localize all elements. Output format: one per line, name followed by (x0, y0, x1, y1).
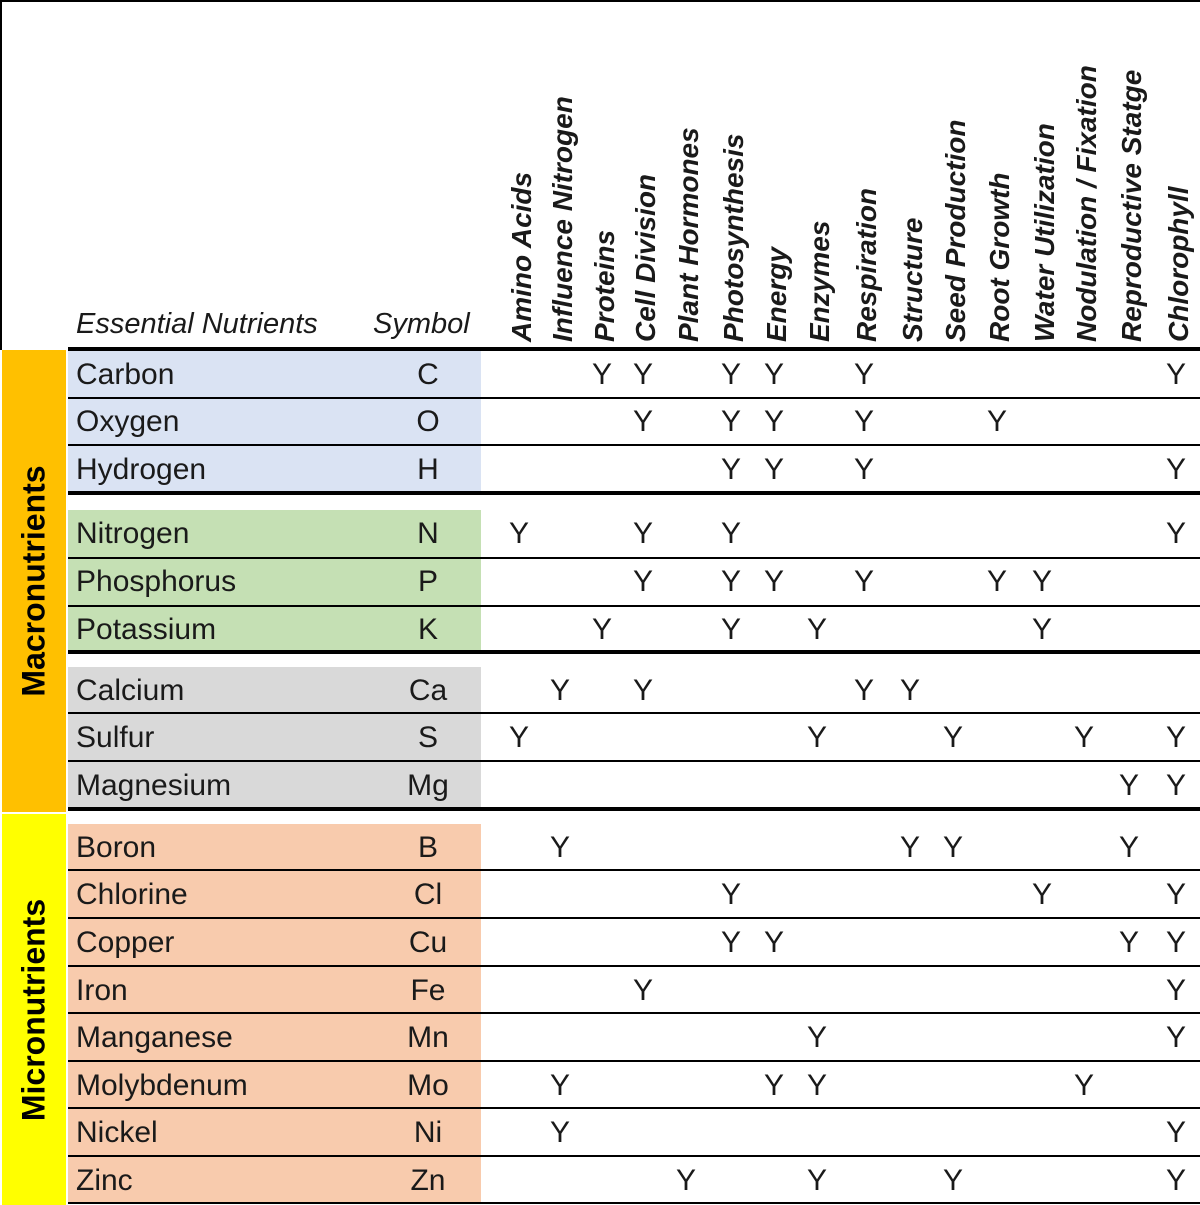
nutrient-cell (68, 1157, 481, 1204)
nutrient-symbol: Fe (410, 973, 446, 1007)
group-divider (68, 650, 1200, 654)
function-mark: Y (763, 404, 785, 438)
nutrient-cell (68, 510, 481, 557)
function-header-col (496, 16, 542, 346)
row-divider (68, 917, 1200, 919)
function-mark: Y (720, 516, 742, 550)
function-header-col (1061, 16, 1107, 346)
function-header-col (1153, 16, 1199, 346)
row-divider (68, 869, 1200, 871)
nutrient-name: Sulfur (76, 720, 155, 754)
function-mark: Y (1165, 516, 1187, 550)
function-mark: Y (1118, 768, 1140, 802)
function-mark: Y (853, 452, 875, 486)
function-mark: Y (591, 612, 613, 646)
table-row (68, 714, 1200, 761)
function-mark: Y (1165, 1163, 1187, 1197)
nutrient-cell (68, 1109, 481, 1156)
table-row (68, 1062, 1200, 1109)
function-mark: Y (942, 720, 964, 754)
nutrient-symbol: B (417, 830, 438, 864)
function-header: Energy (761, 247, 792, 342)
nutrient-symbol: Zn (410, 1163, 446, 1197)
nutrient-symbol: Mg (407, 768, 449, 802)
macronutrients-label: Macronutrients (15, 465, 52, 697)
nutrient-symbol: N (417, 516, 439, 550)
function-header: Proteins (589, 229, 620, 342)
table-row (68, 824, 1200, 871)
function-mark: Y (1031, 612, 1053, 646)
top-border (0, 0, 1200, 2)
row-divider (68, 1060, 1200, 1062)
function-mark: Y (899, 830, 921, 864)
nutrient-name: Potassium (76, 612, 217, 646)
function-mark: Y (1165, 1020, 1187, 1054)
row-divider (68, 760, 1200, 762)
function-mark: Y (549, 673, 571, 707)
function-mark: Y (806, 1020, 828, 1054)
function-mark: Y (853, 357, 875, 391)
function-mark: Y (675, 1163, 697, 1197)
nutrient-name: Copper (76, 925, 175, 959)
table-row (68, 510, 1200, 557)
function-mark: Y (853, 564, 875, 598)
left-border (0, 0, 2, 350)
function-header: Influence Nitrogen (547, 96, 578, 342)
nutrient-name: Phosphorus (76, 564, 237, 598)
nutrient-symbol: C (417, 357, 439, 391)
function-mark: Y (899, 673, 921, 707)
nutrient-name: Manganese (76, 1020, 233, 1054)
nutrient-cell (68, 871, 481, 918)
function-header: Respiration (851, 187, 882, 342)
function-mark: Y (1165, 768, 1187, 802)
table-row (68, 871, 1200, 918)
function-header-col (537, 16, 583, 346)
essential-nutrients-header: Essential Nutrients (76, 308, 318, 340)
nutrient-cell (68, 558, 481, 605)
nutrient-name: Molybdenum (76, 1068, 248, 1102)
function-mark: Y (1073, 720, 1095, 754)
function-mark: Y (853, 404, 875, 438)
group-divider (68, 491, 1200, 495)
row-divider (68, 712, 1200, 714)
function-mark: Y (1073, 1068, 1095, 1102)
nutrient-cell (68, 606, 481, 653)
function-header: Cell Division (630, 173, 661, 342)
nutrient-name: Chlorine (76, 877, 188, 911)
nutrient-symbol: K (417, 612, 438, 646)
nutrient-symbol: Mn (407, 1020, 449, 1054)
function-header-col (620, 16, 666, 346)
function-mark: Y (763, 1068, 785, 1102)
micronutrients-band (2, 814, 66, 1205)
function-header-col (1019, 16, 1065, 346)
row-divider (68, 1202, 1200, 1204)
function-mark: Y (549, 830, 571, 864)
function-header: Enzymes (804, 220, 835, 342)
function-mark: Y (942, 1163, 964, 1197)
function-mark: Y (1165, 720, 1187, 754)
nutrient-symbol: Ni (413, 1115, 443, 1149)
function-mark: Y (806, 1068, 828, 1102)
nutrient-name: Magnesium (76, 768, 232, 802)
table-row (68, 919, 1200, 966)
function-mark: Y (632, 564, 654, 598)
function-mark: Y (1165, 357, 1187, 391)
function-mark: Y (1118, 925, 1140, 959)
function-mark: Y (853, 673, 875, 707)
function-mark: Y (1031, 564, 1053, 598)
nutrient-name: Calcium (76, 673, 185, 707)
function-mark: Y (632, 404, 654, 438)
table-row (68, 351, 1200, 398)
table-row (68, 1014, 1200, 1061)
function-mark: Y (720, 452, 742, 486)
nutrient-cell (68, 667, 481, 714)
table-row (68, 398, 1200, 445)
function-mark: Y (1118, 830, 1140, 864)
function-mark: Y (942, 830, 964, 864)
table-row (68, 1157, 1200, 1204)
function-header-col (708, 16, 754, 346)
nutrient-cell (68, 824, 481, 871)
function-header: Root Growth (984, 172, 1015, 342)
function-mark: Y (549, 1115, 571, 1149)
function-header-col (887, 16, 933, 346)
function-header: Structure (897, 217, 928, 342)
function-mark: Y (1031, 877, 1053, 911)
row-divider (68, 1012, 1200, 1014)
function-mark: Y (763, 452, 785, 486)
function-mark: Y (806, 1163, 828, 1197)
function-header: Plant Hormones (673, 127, 704, 342)
function-header: Seed Production (940, 119, 971, 342)
nutrient-name: Nitrogen (76, 516, 190, 550)
row-divider (68, 965, 1200, 967)
nutrient-name: Nickel (76, 1115, 158, 1149)
function-header: Photosynthesis (718, 133, 749, 342)
function-mark: Y (591, 357, 613, 391)
nutrient-symbol: Cl (413, 877, 443, 911)
nutrient-name: Boron (76, 830, 157, 864)
row-divider (68, 1107, 1200, 1109)
function-mark: Y (632, 973, 654, 1007)
function-mark: Y (720, 404, 742, 438)
function-mark: Y (1165, 1115, 1187, 1149)
table-row (68, 606, 1200, 653)
nutrient-cell (68, 398, 481, 445)
function-mark: Y (632, 357, 654, 391)
table-row (68, 558, 1200, 605)
nutrient-cell (68, 351, 481, 398)
function-mark: Y (720, 877, 742, 911)
group-divider (68, 347, 1200, 351)
function-header-col (579, 16, 625, 346)
micronutrients-label: Micronutrients (15, 898, 52, 1121)
function-header: Chlorophyll (1163, 186, 1194, 342)
nutrient-cell (68, 967, 481, 1014)
nutrient-symbol: O (416, 404, 440, 438)
function-mark: Y (763, 357, 785, 391)
function-header: Water Utilization (1029, 123, 1060, 342)
function-mark: Y (632, 673, 654, 707)
group-divider (68, 807, 1200, 811)
row-divider (68, 1155, 1200, 1157)
function-mark: Y (720, 357, 742, 391)
nutrient-symbol: Ca (408, 673, 448, 707)
nutrient-cell (68, 446, 481, 493)
nutrient-cell (68, 919, 481, 966)
nutrient-cell (68, 1062, 481, 1109)
function-mark: Y (1165, 925, 1187, 959)
function-mark: Y (1165, 452, 1187, 486)
function-header: Amino Acids (506, 171, 537, 342)
table-row (68, 446, 1200, 493)
function-mark: Y (1165, 973, 1187, 1007)
function-mark: Y (806, 720, 828, 754)
table-row (68, 762, 1200, 809)
function-header-col (930, 16, 976, 346)
row-divider (68, 397, 1200, 399)
nutrient-name: Hydrogen (76, 452, 207, 486)
function-mark: Y (720, 925, 742, 959)
function-header-col (751, 16, 797, 346)
function-mark: Y (806, 612, 828, 646)
function-header-col (841, 16, 887, 346)
row-divider (68, 605, 1200, 607)
nutrient-symbol: S (417, 720, 438, 754)
function-header: Nodulation / Fixation (1071, 65, 1102, 342)
function-header-col (794, 16, 840, 346)
nutrient-cell (68, 714, 481, 761)
function-header: Reproductive Statge (1116, 69, 1147, 342)
function-header-col (974, 16, 1020, 346)
function-mark: Y (508, 516, 530, 550)
nutrient-symbol: Cu (408, 925, 448, 959)
nutrient-cell (68, 762, 481, 809)
function-mark: Y (986, 564, 1008, 598)
nutrient-cell (68, 1014, 481, 1061)
function-header-col (663, 16, 709, 346)
table-row (68, 667, 1200, 714)
function-mark: Y (763, 925, 785, 959)
nutrient-name: Oxygen (76, 404, 180, 438)
nutrient-name: Carbon (76, 357, 175, 391)
row-divider (68, 444, 1200, 446)
nutrient-symbol: Mo (407, 1068, 449, 1102)
nutrient-name: Iron (76, 973, 128, 1007)
function-mark: Y (986, 404, 1008, 438)
macronutrients-band (2, 350, 66, 812)
function-mark: Y (1165, 877, 1187, 911)
nutrient-symbol: P (417, 564, 438, 598)
function-mark: Y (508, 720, 530, 754)
symbol-header: Symbol (373, 308, 470, 340)
function-mark: Y (720, 612, 742, 646)
table-row (68, 967, 1200, 1014)
function-mark: Y (763, 564, 785, 598)
function-mark: Y (632, 516, 654, 550)
nutrient-symbol: H (417, 452, 439, 486)
table-row (68, 1109, 1200, 1156)
function-mark: Y (549, 1068, 571, 1102)
function-header-col (1106, 16, 1152, 346)
nutrient-name: Zinc (76, 1163, 133, 1197)
row-divider (68, 557, 1200, 559)
function-mark: Y (720, 564, 742, 598)
